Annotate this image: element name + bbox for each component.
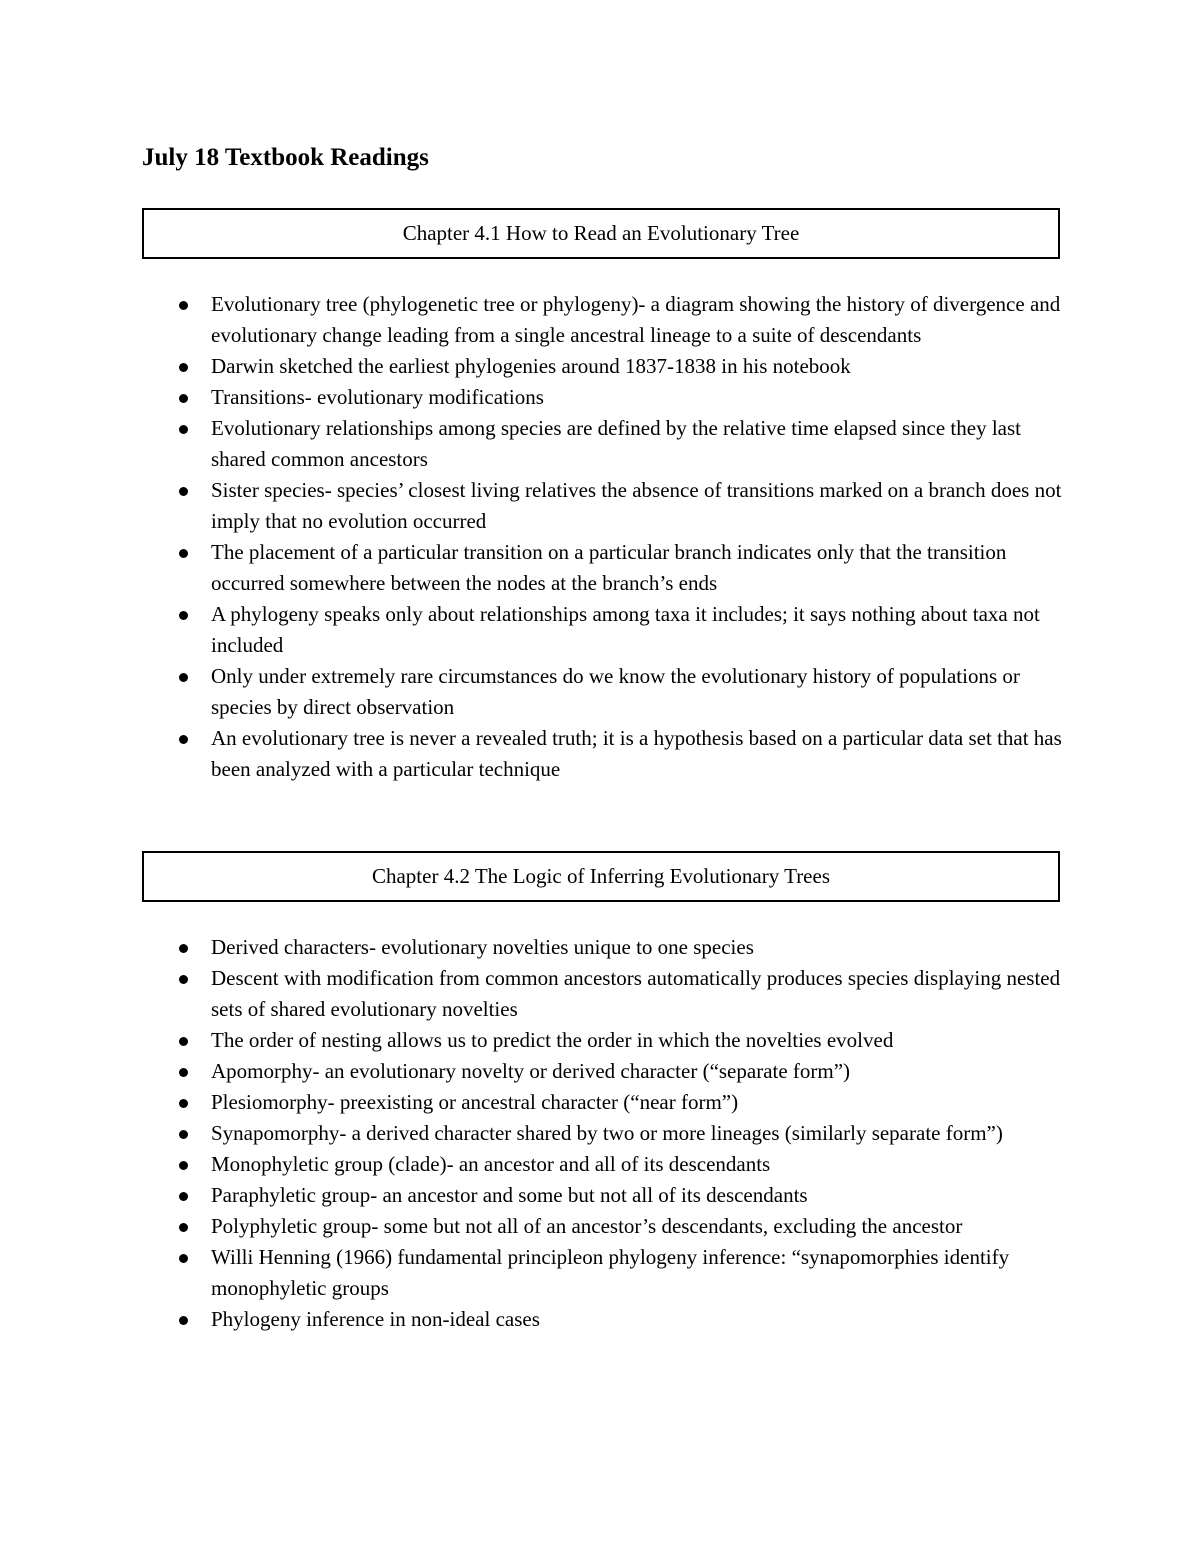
- list-item: [211, 1056, 1071, 1087]
- list-item-text: Evolutionary tree (phylogenetic tree or phylogeny)- a diagram showing the history of divergence and evolutionary change leading from a single ancestral lineage to a suite of descendants: [211, 292, 1061, 347]
- list-item-text: An evolutionary tree is never a revealed truth; it is a hypothesis based on a particular data set that has been analyzed with a particular technique: [211, 726, 1062, 781]
- chapter-heading: Chapter 4.2 The Logic of Inferring Evolutionary Trees: [371, 864, 830, 888]
- list-item-text: Only under extremely rare circumstances do we know the evolutionary history of populations or species by direct observation: [211, 664, 1020, 719]
- list-item-text: Polyphyletic group- some but not all of an ancestor’s descendants, excluding the ancestor: [211, 1214, 963, 1238]
- list-item: [211, 1304, 1071, 1335]
- list-item: [211, 723, 1071, 785]
- bullet-icon: [179, 735, 188, 744]
- list-item: [211, 1118, 1071, 1149]
- list-item-text: Evolutionary relationships among species are defined by the relative time elapsed since they last shared common ancestors: [211, 416, 1021, 471]
- list-item-text: Derived characters- evolutionary novelties unique to one species: [211, 935, 754, 959]
- bullet-icon: [179, 1099, 188, 1108]
- bullet-icon: [179, 1316, 188, 1325]
- bullet-icon: [179, 425, 188, 434]
- list-item-text: A phylogeny speaks only about relationships among taxa it includes; it says nothing about taxa not included: [211, 602, 1040, 657]
- list-item: [211, 413, 1071, 475]
- list-item-text: Phylogeny inference in non-ideal cases: [211, 1307, 540, 1331]
- list-item: [211, 1149, 1071, 1180]
- list-item: [211, 289, 1071, 351]
- list-item: [211, 382, 1071, 413]
- bullet-icon: [179, 394, 188, 403]
- list-item-text: The order of nesting allows us to predict the order in which the novelties evolved: [211, 1028, 894, 1052]
- list-item: [211, 475, 1071, 537]
- bullet-icon: [179, 944, 188, 953]
- bullet-icon: [179, 1037, 188, 1046]
- list-item-text: Willi Henning (1966) fundamental principleon phylogeny inference: “synapomorphies identify monophyletic groups: [211, 1245, 1010, 1300]
- bullet-icon: [179, 611, 188, 620]
- list-item-text: Synapomorphy- a derived character shared by two or more lineages (similarly separate form”): [211, 1121, 1003, 1145]
- bullet-icon: [179, 1161, 188, 1170]
- list-item-text: Apomorphy- an evolutionary novelty or derived character (“separate form”): [211, 1059, 851, 1083]
- bullet-list: [211, 932, 1071, 1335]
- list-item: [211, 661, 1071, 723]
- list-item: [211, 963, 1071, 1025]
- bullet-icon: [179, 1192, 188, 1201]
- list-item-text: Sister species- species’ closest living relatives the absence of transitions marked on a branch does not imply that no evolution occurred: [211, 478, 1062, 533]
- list-item-text: Monophyletic group (clade)- an ancestor and all of its descendants: [211, 1152, 771, 1176]
- bullet-icon: [179, 1068, 188, 1077]
- bullet-list: [211, 289, 1071, 785]
- list-item-text: Plesiomorphy- preexisting or ancestral character (“near form”): [211, 1090, 739, 1114]
- list-item: [211, 1087, 1071, 1118]
- page-title: July 18 Textbook Readings: [142, 144, 429, 171]
- bullet-icon: [179, 1130, 188, 1139]
- chapter-heading: Chapter 4.1 How to Read an Evolutionary Tree: [402, 221, 800, 245]
- list-item: [211, 1180, 1071, 1211]
- bullet-icon: [179, 549, 188, 558]
- list-item: [211, 537, 1071, 599]
- bullet-icon: [179, 673, 188, 682]
- list-item: [211, 351, 1071, 382]
- chapter-heading-box: [142, 208, 1060, 259]
- list-item-text: Descent with modification from common ancestors automatically produces species displaying nested sets of shared evolutionary novelties: [211, 966, 1061, 1021]
- list-item-text: Paraphyletic group- an ancestor and some but not all of its descendants: [211, 1183, 808, 1207]
- list-item: [211, 1025, 1071, 1056]
- list-item-text: The placement of a particular transition on a particular branch indicates only that the transition occurred somewhere between the nodes at the branch’s ends: [211, 540, 1007, 595]
- list-item-text: Darwin sketched the earliest phylogenies around 1837-1838 in his notebook: [211, 354, 851, 378]
- bullet-icon: [179, 363, 188, 372]
- bullet-icon: [179, 487, 188, 496]
- bullet-icon: [179, 301, 188, 310]
- list-item: [211, 932, 1071, 963]
- list-item-text: Transitions- evolutionary modifications: [211, 385, 544, 409]
- chapter-heading-box: [142, 851, 1060, 902]
- bullet-icon: [179, 1254, 188, 1263]
- bullet-icon: [179, 1223, 188, 1232]
- bullet-icon: [179, 975, 188, 984]
- list-item: [211, 1242, 1071, 1304]
- list-item: [211, 599, 1071, 661]
- list-item: [211, 1211, 1071, 1242]
